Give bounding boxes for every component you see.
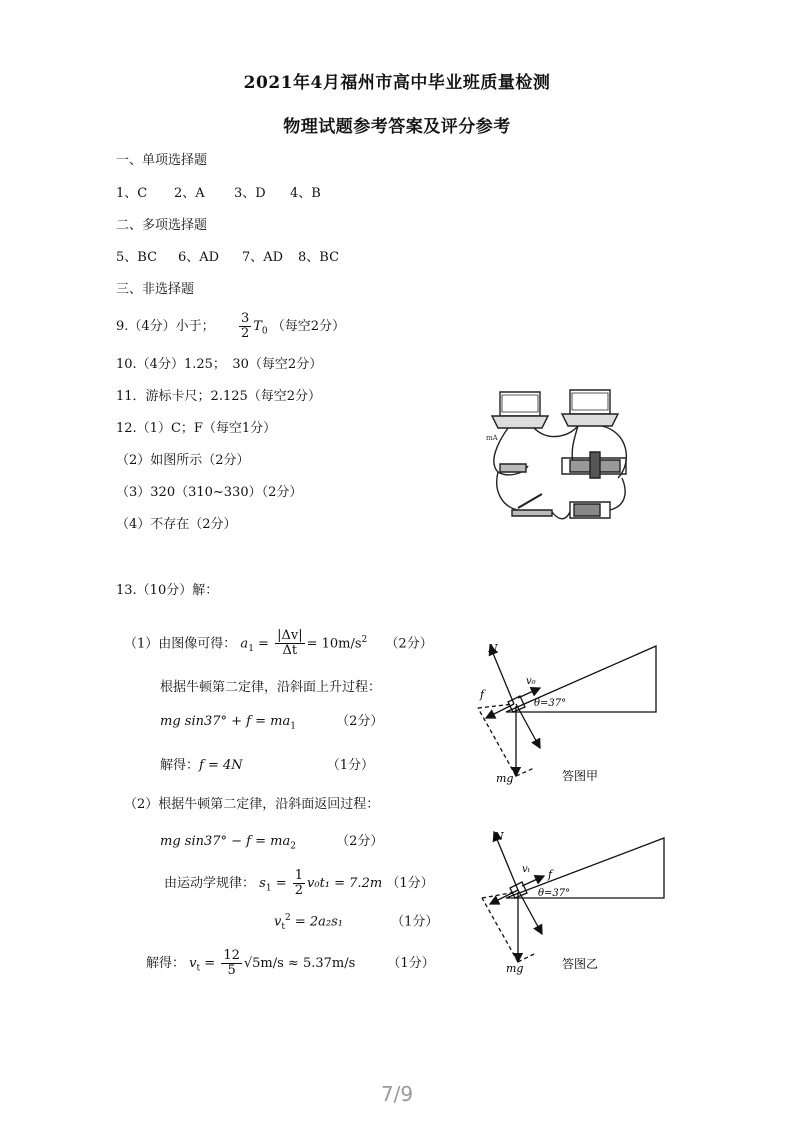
q13-heading: 13.（10分）解： [116, 583, 219, 598]
answer-1: 1、C [116, 186, 148, 201]
force-diagram-b [470, 826, 670, 976]
page-number: 7/9 [380, 1082, 414, 1106]
q13-part1-equation: （1）由图像可得： $a_1$ = $\frac{|\Delta v|}{\Delta t}$ = $10m/s^2$ （2分） [124, 628, 433, 659]
fig-a-v: v₀ [526, 676, 536, 687]
fig-a-f: f [480, 688, 485, 701]
document-title: 2021年4月福州市高中毕业班质量检测 [243, 73, 551, 93]
fig-a-caption: 答图甲 [562, 769, 599, 783]
fig-b-v: vₜ [522, 864, 531, 875]
answer-2: 2、A [174, 186, 205, 201]
answer-8: 8、BC [298, 250, 340, 265]
document-subtitle: 物理试题参考答案及评分参考 [283, 117, 511, 137]
q13-part2-kinematics: 由运动学规律： $s_1$ = $\frac{1}{2}$ v₀t₁ = 7.2m （1分） [164, 868, 434, 898]
q13-part2-solution: 解得： $v_t$ = $\frac{12}{5}$ √5m/s ≈ 5.37m/s （1分） [146, 948, 435, 978]
answer-6: 6、AD [178, 250, 220, 265]
q13-part1-newton-eq: mg $\sin 37^\circ + f = ma_1$ （2分） [160, 714, 384, 732]
answer-7: 7、AD [242, 250, 284, 265]
fig-b-N: N [494, 830, 504, 843]
fig-a-N: N [488, 642, 498, 655]
answer-12-2: （2）如图所示（2分） [116, 453, 250, 468]
answer-5: 5、BC [116, 250, 158, 265]
q13-part2-velocity-eq: $v_t^2 = 2a_2s_1$ （1分） [274, 913, 439, 932]
section-heading-non-choice: 三、非选择题 [116, 282, 195, 297]
q13-part1-solution: 解得：f = 4N （1分） [160, 758, 375, 773]
fig-a-angle: θ=37° [534, 698, 567, 709]
q13-part1-law: 根据牛顿第二定律，沿斜面上升过程： [160, 680, 382, 695]
fig-b-angle: θ=37° [538, 888, 571, 899]
q13-part2-law: （2）根据牛顿第二定律，沿斜面返回过程： [124, 797, 380, 812]
force-diagram-a [470, 640, 670, 790]
answer-10: 10.（4分）1.25； 30（每空2分） [116, 357, 323, 372]
answer-9-fraction: $\frac{3}{2}$ [240, 311, 250, 341]
fig-b-caption: 答图乙 [562, 957, 599, 971]
answer-3: 3、D [234, 186, 266, 201]
section-heading-single-choice: 一、单项选择题 [116, 153, 208, 168]
answer-11: 11．游标卡尺；2.125（每空2分） [116, 389, 322, 404]
section-heading-multiple-choice: 二、多项选择题 [116, 218, 208, 233]
q13-part2-newton-eq: mg $\sin 37^\circ - f = ma_2$ （2分） [160, 834, 384, 852]
circuit-diagram [478, 382, 638, 532]
answer-9-prefix: 9.（4分）小于； [116, 319, 215, 334]
fig-a-mg: mg [496, 772, 514, 785]
fig-b-f: f [548, 868, 553, 881]
circuit-label: mA [486, 434, 498, 442]
answer-9-var: T [253, 319, 262, 334]
answer-9: 9.（4分）小于； $\frac{3}{2}$ $T_0$ （每空2分） [116, 311, 346, 341]
answer-12-1: 12.（1）C；F（每空1分） [116, 421, 277, 436]
answer-12-3: （3）320（310~330）（2分） [116, 485, 303, 500]
answer-12-4: （4）不存在（2分） [116, 517, 237, 532]
answer-9-score: （每空2分） [271, 319, 346, 334]
fig-b-mg: mg [506, 962, 524, 975]
answer-4: 4、B [290, 186, 321, 201]
